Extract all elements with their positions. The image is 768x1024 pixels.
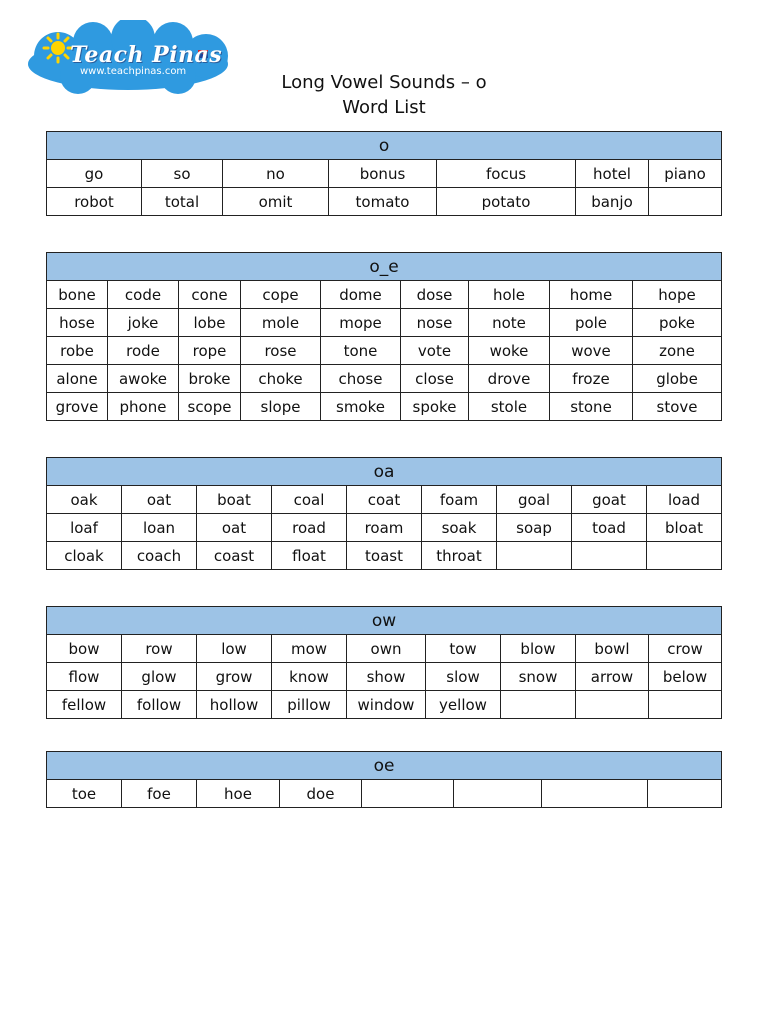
word-cell: awoke (108, 365, 179, 393)
word-cell: poke (633, 309, 722, 337)
word-cell: focus (437, 160, 576, 188)
word-cell: road (272, 514, 347, 542)
table-row (47, 663, 722, 691)
word-cell: loaf (47, 514, 122, 542)
word-cell: go (47, 160, 142, 188)
table-row (47, 486, 722, 514)
word-cell (647, 542, 722, 570)
word-cell: banjo (576, 188, 649, 216)
word-cell: froze (550, 365, 633, 393)
word-table-ow (46, 606, 722, 719)
word-cell: bowl (576, 635, 649, 663)
word-cell: woke (469, 337, 550, 365)
word-cell (572, 542, 647, 570)
table-row (47, 514, 722, 542)
table-row (47, 188, 722, 216)
sun-icon (44, 34, 72, 62)
word-cell: cone (179, 281, 241, 309)
table-row (47, 365, 722, 393)
table-row (47, 691, 722, 719)
table-row (47, 635, 722, 663)
word-cell: zone (633, 337, 722, 365)
section-heading: oe (47, 752, 722, 780)
page-subtitle: Word List (342, 97, 426, 118)
word-cell: scope (179, 393, 241, 421)
word-cell: float (272, 542, 347, 570)
word-cell (362, 780, 454, 808)
word-cell: grow (197, 663, 272, 691)
logo-brand: Teach Pinas (70, 42, 223, 68)
word-cell: stole (469, 393, 550, 421)
word-cell: oat (122, 486, 197, 514)
word-cell: window (347, 691, 426, 719)
word-cell (542, 780, 648, 808)
word-cell: crow (649, 635, 722, 663)
word-cell: rope (179, 337, 241, 365)
word-cell: oak (47, 486, 122, 514)
word-cell (648, 780, 722, 808)
logo-url: www.teachpinas.com (80, 66, 187, 77)
word-cell: fellow (47, 691, 122, 719)
word-cell: soap (497, 514, 572, 542)
word-cell: hoe (197, 780, 280, 808)
word-cell: tone (321, 337, 401, 365)
word-cell: no (223, 160, 329, 188)
word-cell: hose (47, 309, 108, 337)
table-row (47, 542, 722, 570)
word-cell: close (401, 365, 469, 393)
word-cell: coast (197, 542, 272, 570)
word-cell (649, 188, 722, 216)
word-cell: toast (347, 542, 422, 570)
word-cell: wove (550, 337, 633, 365)
word-cell: rose (241, 337, 321, 365)
section-heading: o_e (47, 253, 722, 281)
word-cell: blow (501, 635, 576, 663)
word-cell: spoke (401, 393, 469, 421)
word-cell: row (122, 635, 197, 663)
word-cell: nose (401, 309, 469, 337)
word-cell: foe (122, 780, 197, 808)
word-cell: doe (280, 780, 362, 808)
word-cell: soak (422, 514, 497, 542)
word-cell: pole (550, 309, 633, 337)
word-cell: cloak (47, 542, 122, 570)
section-heading: o (47, 132, 722, 160)
word-cell: toe (47, 780, 122, 808)
word-cell: toad (572, 514, 647, 542)
word-cell: hotel (576, 160, 649, 188)
word-cell: stove (633, 393, 722, 421)
word-cell: goat (572, 486, 647, 514)
word-cell: foam (422, 486, 497, 514)
page-title: Long Vowel Sounds – o (281, 72, 487, 93)
word-cell: oat (197, 514, 272, 542)
word-cell: hole (469, 281, 550, 309)
word-cell: pillow (272, 691, 347, 719)
table-row (47, 393, 722, 421)
word-cell: bow (47, 635, 122, 663)
word-cell: tomato (329, 188, 437, 216)
section-heading: ow (47, 607, 722, 635)
word-cell: dose (401, 281, 469, 309)
word-cell: stone (550, 393, 633, 421)
word-cell: alone (47, 365, 108, 393)
word-cell: globe (633, 365, 722, 393)
word-cell: own (347, 635, 426, 663)
word-cell: loan (122, 514, 197, 542)
word-cell: know (272, 663, 347, 691)
word-table-o (46, 131, 722, 216)
word-cell: phone (108, 393, 179, 421)
word-cell: drove (469, 365, 550, 393)
word-cell: hope (633, 281, 722, 309)
word-cell: tow (426, 635, 501, 663)
word-cell: coal (272, 486, 347, 514)
word-cell: code (108, 281, 179, 309)
word-cell (576, 691, 649, 719)
word-cell: show (347, 663, 426, 691)
word-cell: robot (47, 188, 142, 216)
word-cell: smoke (321, 393, 401, 421)
word-table-oe (46, 751, 722, 808)
word-cell: lobe (179, 309, 241, 337)
table-row (47, 160, 722, 188)
word-cell: yellow (426, 691, 501, 719)
word-cell: follow (122, 691, 197, 719)
section-heading: oa (47, 458, 722, 486)
word-cell: slow (426, 663, 501, 691)
word-cell: total (142, 188, 223, 216)
word-cell: snow (501, 663, 576, 691)
word-cell: grove (47, 393, 108, 421)
word-cell (454, 780, 542, 808)
word-cell: roam (347, 514, 422, 542)
word-cell (497, 542, 572, 570)
word-table-oa (46, 457, 722, 570)
word-cell: broke (179, 365, 241, 393)
word-cell: omit (223, 188, 329, 216)
word-cell: low (197, 635, 272, 663)
word-cell: coat (347, 486, 422, 514)
word-cell: robe (47, 337, 108, 365)
word-cell: chose (321, 365, 401, 393)
word-cell: bone (47, 281, 108, 309)
word-cell: mope (321, 309, 401, 337)
word-cell: flow (47, 663, 122, 691)
word-cell: bloat (647, 514, 722, 542)
word-cell: hollow (197, 691, 272, 719)
word-cell: cope (241, 281, 321, 309)
word-cell: load (647, 486, 722, 514)
word-cell: joke (108, 309, 179, 337)
word-cell: coach (122, 542, 197, 570)
table-row (47, 337, 722, 365)
word-cell: home (550, 281, 633, 309)
word-table-o-e (46, 252, 722, 421)
word-cell: choke (241, 365, 321, 393)
word-cell: below (649, 663, 722, 691)
word-cell: glow (122, 663, 197, 691)
table-row (47, 281, 722, 309)
table-row (47, 309, 722, 337)
word-cell: vote (401, 337, 469, 365)
word-cell: bonus (329, 160, 437, 188)
word-cell: slope (241, 393, 321, 421)
word-cell: arrow (576, 663, 649, 691)
word-cell: boat (197, 486, 272, 514)
word-cell: potato (437, 188, 576, 216)
word-cell: note (469, 309, 550, 337)
word-cell: mole (241, 309, 321, 337)
word-cell: dome (321, 281, 401, 309)
word-cell (649, 691, 722, 719)
word-cell: throat (422, 542, 497, 570)
table-row (47, 780, 722, 808)
word-cell: mow (272, 635, 347, 663)
word-cell: piano (649, 160, 722, 188)
word-cell: so (142, 160, 223, 188)
word-cell: goal (497, 486, 572, 514)
word-cell: rode (108, 337, 179, 365)
word-cell (501, 691, 576, 719)
